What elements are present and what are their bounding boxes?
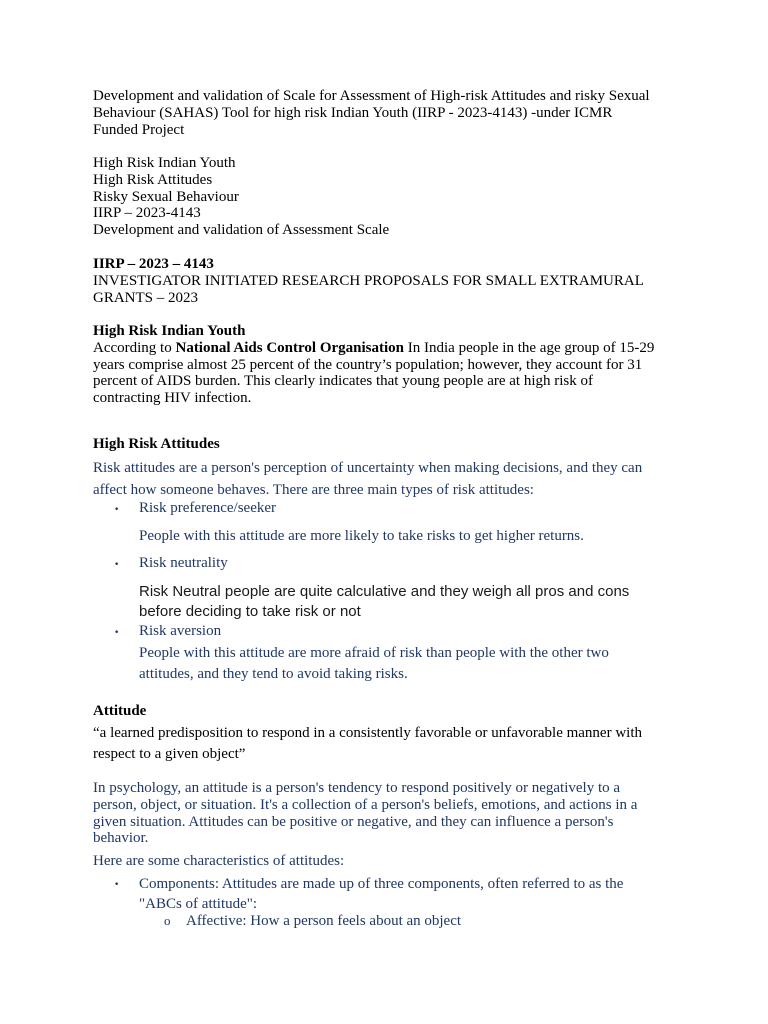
youth-text-line: years comprise almost 25 percent of the country’s population; however, they account for 31 [93,356,643,373]
iirp-heading: IIRP – 2023 – 4143 [93,256,214,272]
affective-item: Affective: How a person feels about an object [186,913,462,929]
components-line: Components: Attitudes are made up of three components, often referred to as the [139,876,624,892]
bullet-icon: • [114,880,120,890]
keyword-item: High Risk Attitudes [93,171,213,188]
youth-text-line: percent of AIDS burden. This clearly indicates that young people are at high risk of [93,373,593,390]
psychology-line: given situation. Attitudes can be positive or negative, and they can influence a person's [93,813,614,830]
attitude-heading: Attitude [93,703,147,719]
psychology-line: behavior. [93,830,149,847]
risk-type-label: Risk neutrality [139,555,228,571]
attitudes-intro-line: affect how someone behaves. There are three main types of risk attitudes: [93,481,534,498]
bullet-icon: • [114,560,120,570]
bullet-icon: • [114,505,120,515]
attitudes-intro [93,458,683,501]
psychology-line: In psychology, an attitude is a person's tendency to respond positively or negatively to a [93,780,621,796]
components-item [139,874,729,914]
title-line: Development and validation of Scale for Assessment of High-risk Attitudes and risky Sexual [93,88,650,104]
attitude-quote [93,723,683,764]
risk-type-desc-line: People with this attitude are more afraid of risk than people with the other two [139,645,609,661]
youth-text-line: contracting HIV infection. [93,390,252,407]
risk-type-desc-line: before deciding to take risk or not [139,603,361,620]
attitudes-heading: High Risk Attitudes [93,436,220,452]
youth-rest: In India people in the age group of 15-29 [404,339,655,356]
keyword-item: Risky Sexual Behaviour [93,188,239,205]
document-title [93,88,683,138]
bullet-icon: • [114,628,120,638]
keyword-item: High Risk Indian Youth [93,155,236,171]
risk-type-desc: People with this attitude are more likely to take risks to get higher returns. [139,528,584,544]
keyword-item: IIRP – 2023-4143 [93,205,201,222]
iirp-section [93,256,683,306]
sub-bullet-marker: o [164,913,171,928]
naco-name: National Aids Control Organisation [175,339,404,356]
risk-type-desc [139,582,729,622]
attitude-quote-line: respect to a given object” [93,745,246,762]
youth-prefix: According to [93,339,176,356]
risk-type-desc-line: Risk Neutral people are quite calculative and they weigh all pros and cons [139,583,630,600]
iirp-text: INVESTIGATOR INITIATED RESEARCH PROPOSALS FOR SMALL EXTRAMURAL [93,272,644,289]
risk-type-label: Risk preference/seeker [139,500,277,516]
risk-type-label: Risk aversion [139,623,222,639]
youth-section [93,323,683,407]
psychology-line: person, object, or situation. It's a collection of a person's beliefs, emotions, and actions in a [93,796,638,813]
keyword-list [93,155,683,239]
keyword-item: Development and validation of Assessment Scale [93,222,390,239]
components-line: "ABCs of attitude": [139,896,258,912]
risk-type-desc-line: attitudes, and they tend to avoid taking risks. [139,665,408,682]
iirp-text: GRANTS – 2023 [93,289,199,306]
psychology-paragraph [93,780,683,847]
youth-text-line [93,340,683,357]
title-line: Funded Project [93,121,185,138]
title-line: Behaviour (SAHAS) Tool for high risk Indian Youth (IIRP - 2023-4143) -under ICMR [93,104,613,121]
risk-type-desc [139,643,729,684]
attitude-quote-line: “a learned predisposition to respond in a consistently favorable or unfavorable manner with [93,725,642,741]
characteristics-intro: Here are some characteristics of attitudes: [93,853,345,869]
attitudes-intro-line: Risk attitudes are a person's perception of uncertainty when making decisions, and they can [93,460,643,476]
youth-heading: High Risk Indian Youth [93,323,246,339]
